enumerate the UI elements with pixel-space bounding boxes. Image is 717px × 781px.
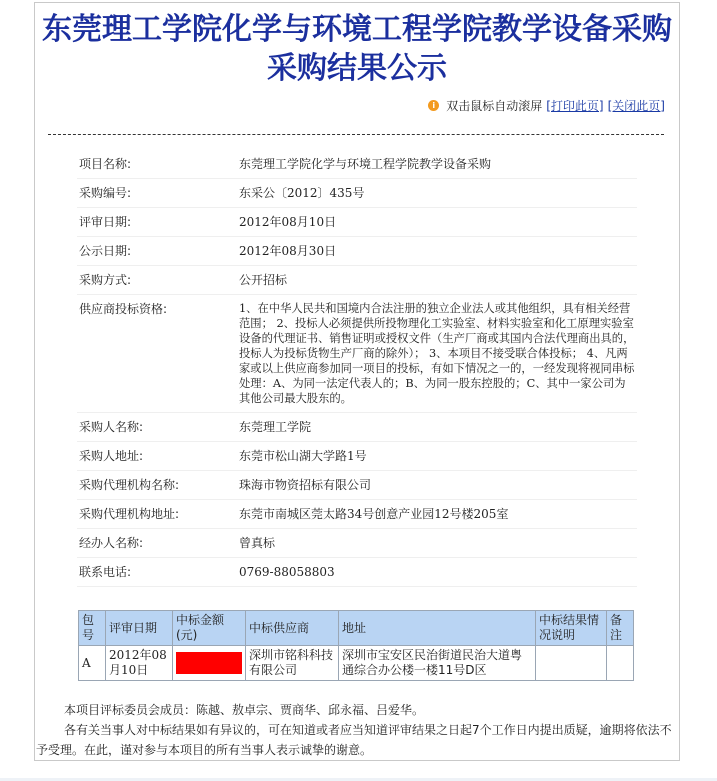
info-value: 东莞理工学院 <box>239 420 312 434</box>
col-header-note: 中标结果情况说明 <box>536 611 607 646</box>
info-row-purchase-no <box>77 179 637 208</box>
info-value: 东莞市松山湖大学路1号 <box>239 449 367 463</box>
info-value: 1、在中华人民共和国境内合法注册的独立企业法人或其他组织，具有相关经营范围； 2、投标人必须提供所投物理化工实验室、材料实验室和化工原理实验室设备的代理证书、销售证明或授权文件（生产厂商或其国内合法代理商出具的，投标人为投标货物生产厂商的除外）； 3、本项目不接受联合体投标； 4、凡两家或以上供应商参加同一项目的投标，有如下情况之一的，一经发现将视同串标处理：A、为同一法定代表人的；B、为同一股东控股的；C、其中一家公司为其他公司最大股东的。 <box>239 302 635 405</box>
info-row-review-date <box>77 208 637 237</box>
info-value: 东莞理工学院化学与环境工程学院教学设备采购 <box>239 157 492 171</box>
info-value: 东采公〔2012〕435号 <box>239 186 365 200</box>
info-label: 采购人名称: <box>79 420 144 434</box>
col-header-address: 地址 <box>339 611 536 646</box>
print-link[interactable]: [打印此页] <box>546 99 604 113</box>
info-label: 采购编号: <box>79 186 132 200</box>
info-value: 0769-88058803 <box>239 565 335 579</box>
result-table <box>78 610 634 681</box>
info-value: 2012年08月10日 <box>239 215 337 229</box>
info-label: 采购人地址: <box>79 449 144 463</box>
info-row-purchaser-addr <box>77 442 637 471</box>
info-label: 供应商投标资格: <box>79 302 168 316</box>
cell-package: A <box>79 646 106 681</box>
info-row-handler <box>77 529 637 558</box>
info-value: 珠海市物资招标有限公司 <box>239 478 372 492</box>
col-header-remark: 备注 <box>607 611 634 646</box>
table-row <box>79 646 634 681</box>
info-value: 2012年08月30日 <box>239 244 337 258</box>
info-label: 采购方式: <box>79 273 132 287</box>
info-row-project <box>77 150 637 179</box>
info-row-agency <box>77 471 637 500</box>
committee-note: 本项目评标委员会成员：陈越、敖卓宗、贾商华、邱永福、吕爱华。 <box>64 703 425 717</box>
info-label: 联系电话: <box>79 565 132 579</box>
info-label: 采购代理机构名称: <box>79 478 180 492</box>
objection-note: 各有关当事人对中标结果如有异议的，可在知道或者应当知道评审结果之日起7个工作日内提出质疑，逾期将依法不予受理。在此，谨对参与本项目的所有当事人表示诚挚的谢意。 <box>36 723 672 757</box>
result-table-header <box>79 611 634 646</box>
info-row-agency-addr <box>77 500 637 529</box>
info-row-method <box>77 266 637 295</box>
info-icon: i <box>428 100 439 111</box>
page-title: 东莞理工学院化学与环境工程学院教学设备采购采购结果公示 <box>42 12 672 86</box>
info-list <box>77 150 637 587</box>
info-row-publish-date <box>77 237 637 266</box>
info-value: 东莞市南城区莞太路34号创意产业园12号楼205室 <box>239 507 509 521</box>
page-toolbar <box>428 97 665 114</box>
info-label: 经办人名称: <box>79 536 144 550</box>
cell-date: 2012年08月10日 <box>106 646 173 681</box>
close-link[interactable]: [关闭此页] <box>607 99 665 113</box>
frame-bottom <box>34 760 680 761</box>
cell-supplier: 深圳市铭科科技有限公司 <box>246 646 339 681</box>
notes <box>36 700 676 760</box>
cell-amount <box>173 646 246 681</box>
col-header-supplier: 中标供应商 <box>246 611 339 646</box>
info-label: 公示日期: <box>79 244 132 258</box>
cell-remark <box>607 646 634 681</box>
info-label: 项目名称: <box>79 157 132 171</box>
info-row-phone <box>77 558 637 587</box>
cell-address: 深圳市宝安区民治街道民治大道粤通综合办公楼一楼11号D区 <box>339 646 536 681</box>
auto-scroll-label[interactable]: 双击鼠标自动滚屏 <box>446 99 543 113</box>
divider <box>48 134 664 135</box>
info-label: 采购代理机构地址: <box>79 507 180 521</box>
info-value: 公开招标 <box>239 273 288 287</box>
info-value: 曾真标 <box>239 536 276 550</box>
redaction-block <box>176 652 242 674</box>
info-label: 评审日期: <box>79 215 132 229</box>
col-header-package: 包号 <box>79 611 106 646</box>
col-header-date: 评审日期 <box>106 611 173 646</box>
cell-note <box>536 646 607 681</box>
col-header-amount: 中标金额(元) <box>173 611 246 646</box>
info-row-purchaser <box>77 413 637 442</box>
info-row-qualification <box>77 295 637 413</box>
